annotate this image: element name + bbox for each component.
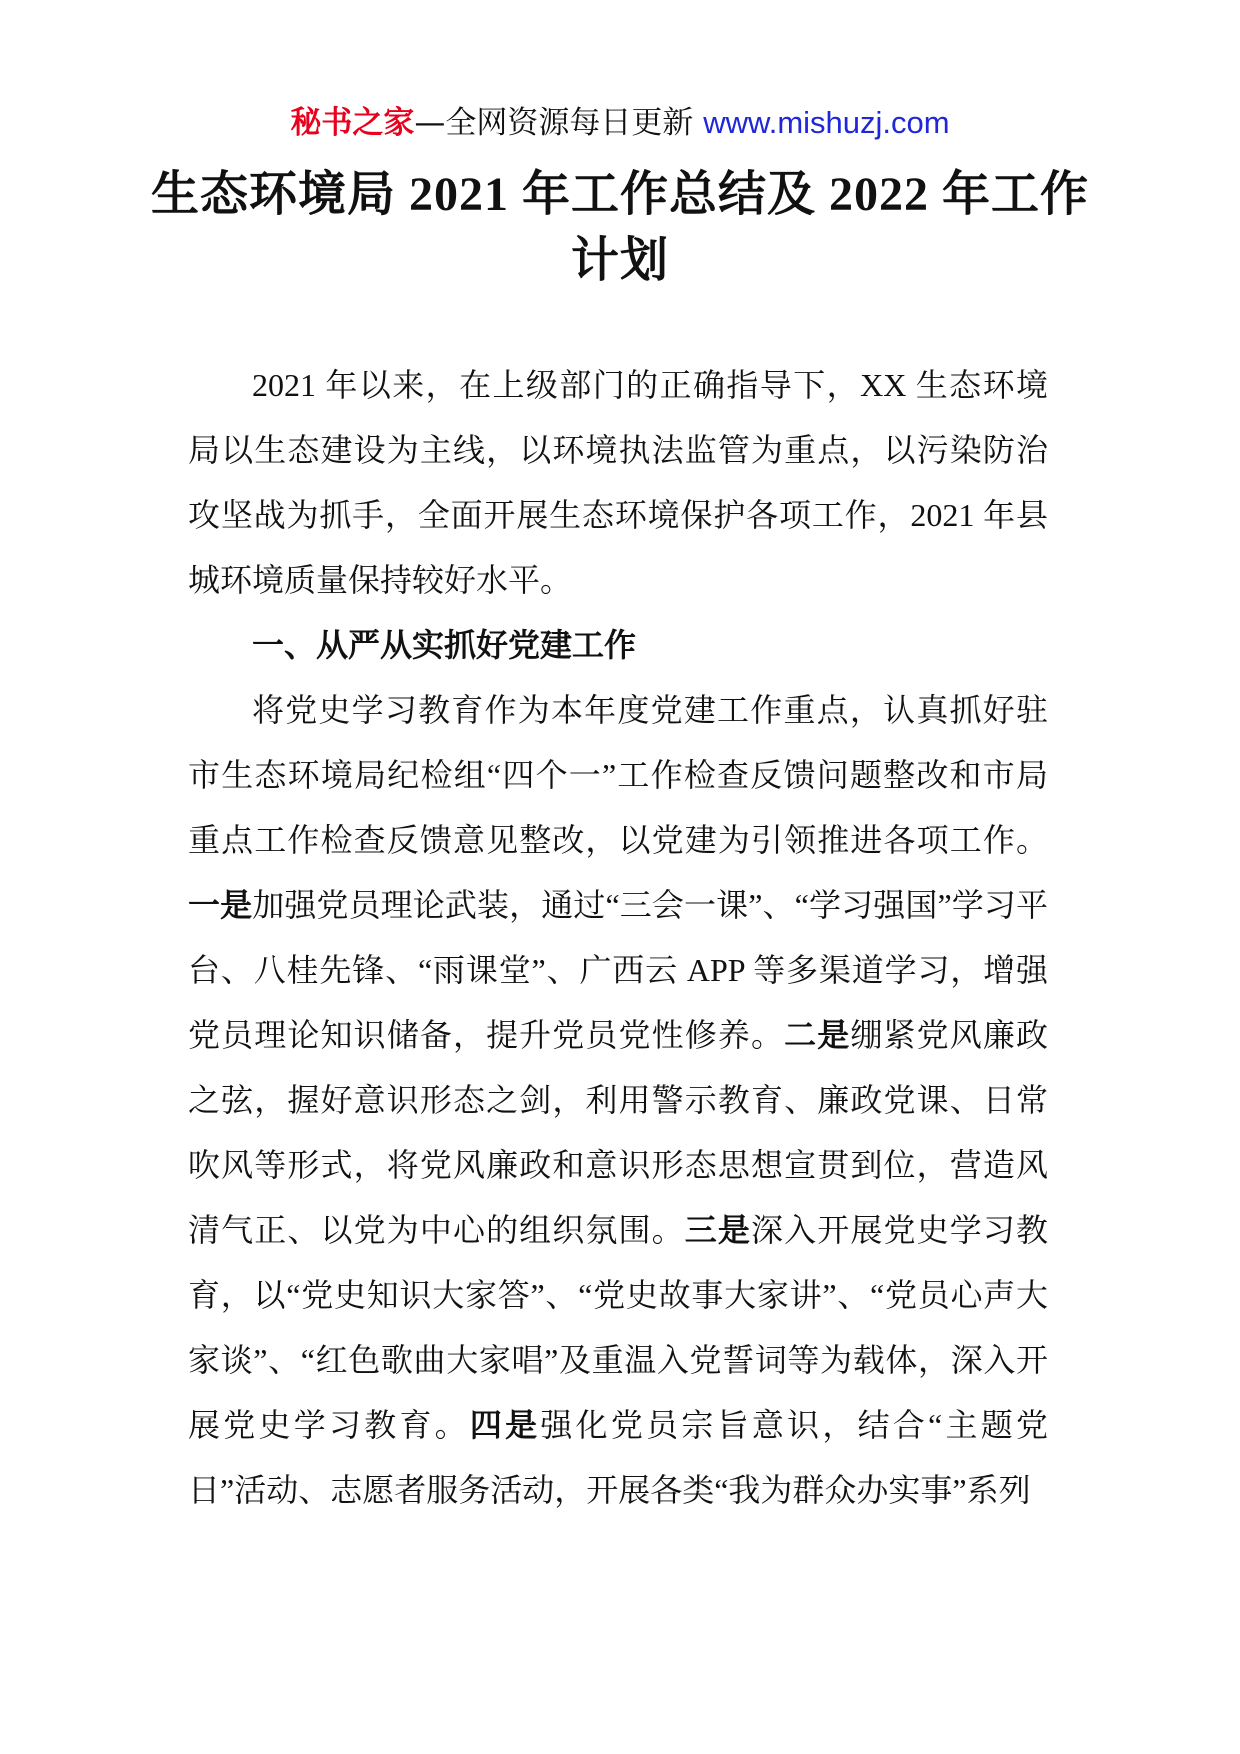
point-keyword: 三是 <box>684 1212 752 1248</box>
header-tagline: —全网资源每日更新 <box>414 105 704 141</box>
site-url-link[interactable]: www.mishuzj.com <box>703 105 950 140</box>
section-heading: 一、从严从实抓好党建工作 <box>252 627 637 663</box>
point-keyword: 二是 <box>784 1017 851 1053</box>
paragraph-text: 将党史学习教育作为本年度党建工作重点，认真抓好驻市生态环境局纪检组“四个一”工作检查反馈问题整改和市局重点工作检查反馈意见整改，以党建为引领推进各项工作。 <box>188 692 1048 858</box>
document-title: 生态环境局 2021 年工作总结及 2022 年工作计划 <box>150 168 1089 287</box>
site-header <box>0 103 1240 143</box>
paragraph-text: 深入开展党史学习教育，以“党史知识大家答”、“党史故事大家讲”、“党员心声大家谈”、“红色歌曲大家唱”及重温入党誓词等为载体，深入开展党史学习教育。 <box>188 1212 1048 1443</box>
brand-name: 秘书之家 <box>290 105 415 141</box>
point-keyword: 四是 <box>469 1407 541 1443</box>
document-body <box>188 353 1048 1523</box>
paragraph-text: 加强党员理论武装，通过“三会一课”、“学习强国”学习平台、八桂先锋、“雨课堂”、广西云 APP 等多渠道学习，增强党员理论知识储备，提升党员党性修养。 <box>188 887 1048 1053</box>
intro-paragraph: 2021 年以来，在上级部门的正确指导下，XX 生态环境局以生态建设为主线，以环境执法监管为重点，以污染防治攻坚战为抓手，全面开展生态环境保护各项工作，2021 年县城环境质量保持较好水平。 <box>188 367 1048 598</box>
section-paragraph <box>188 678 1048 1523</box>
paragraph-text: 绷紧党风廉政之弦，握好意识形态之剑，利用警示教育、廉政党课、日常吹风等形式，将党风廉政和意识形态思想宣贯到位，营造风清气正、以党为中心的组织氛围。 <box>188 1017 1048 1248</box>
point-keyword: 一是 <box>188 887 253 923</box>
paragraph-text: 强化党员宗旨意识，结合“主题党日”活动、志愿者服务活动，开展各类“我为群众办实事”系列 <box>188 1407 1048 1508</box>
